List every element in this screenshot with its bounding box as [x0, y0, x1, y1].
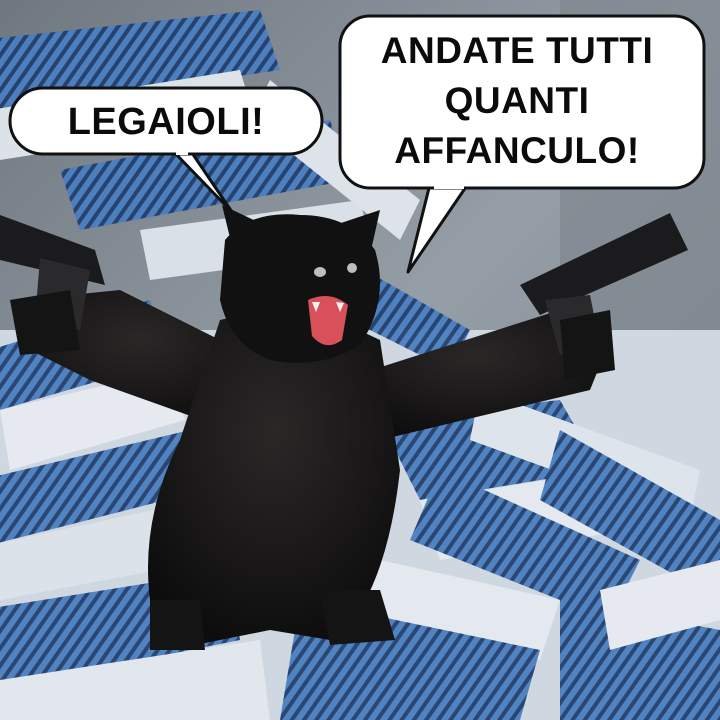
speech-text-right	[346, 26, 688, 176]
cat-eye-left	[314, 267, 326, 277]
speech-line-2: QUANTI	[444, 80, 590, 121]
cat-eye-right	[347, 263, 357, 273]
speech-line-3: AFFANCULO!	[394, 130, 640, 171]
speech-line-1: ANDATE TUTTI	[380, 30, 654, 71]
speech-text-left: LEGAIOLI!	[67, 101, 265, 143]
